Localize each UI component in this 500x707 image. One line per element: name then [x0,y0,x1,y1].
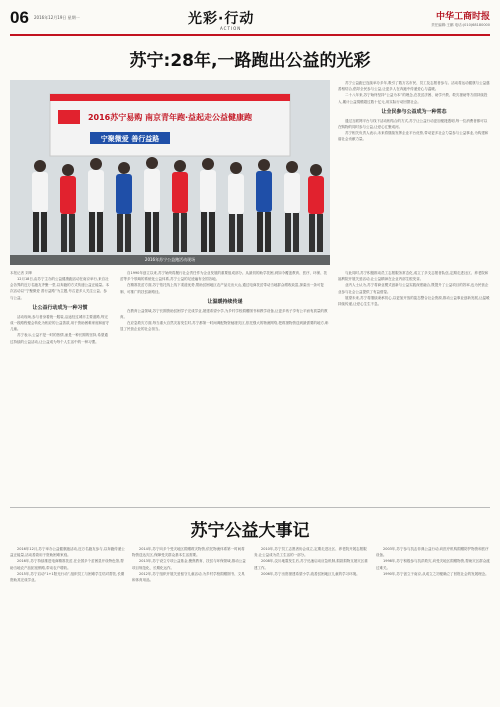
section-title: 光彩·行动 [188,11,255,27]
paragraph: 苏宁表示,公益不是一时的热情,而是一种长期的坚持,希望通过持续的公益活动,让公益成为每个人生活中的一种习惯。 [10,333,108,344]
page-number: 06 [10,8,29,27]
timeline-entry: 2015年,苏宁启动“1+1阳光行动”,组织员工与困难学生结对帮扶,长期资助其完成学业。 [10,571,125,583]
timeline-entry: 2010年,苏宁员工志愿者协会成立,定期走进社区、养老院开展志愿服务,让公益成为员工生活的一部分。 [254,547,367,558]
event-photo [10,80,330,265]
timeline-entry: 2014年,苏宁向多个受灾地区捐赠救灾物资,依托物流体系第一时间将物资送达灾区,保障受灾群众基本生活需要。 [132,547,245,558]
timeline-entry: 2003年,苏宁参与抗击非典公益行动,向医疗机构捐赠防护物资和医疗设备。 [376,547,489,558]
subheading: 让温暖持续传递 [207,298,243,305]
paragraph: 苏宁相关负责人表示,未来将继续发挥企业平台优势,带动更多社会力量参与公益事业,为构建和谐社会贡献力量。 [338,131,489,142]
paragraph: 二十八年来,苏宁始终坚持“公益为本”的理念,在扶贫济困、助学兴教、救灾援助等方面持续投入,累计公益捐赠超过数十亿元,用实际行动回馈社会。 [338,93,488,104]
timeline-entry: 2006年,苏宁出资援建希望小学,改善贫困地区儿童的学习环境。 [261,571,360,576]
banner-line-1: 2016苏宁易购 南京青年跑·益起走公益健康跑 [87,113,253,122]
paragraph: 展望未来,苏宁将继续秉承初心,以更加开放的姿态整合社会资源,推动公益事业创新发展,让温暖持续传递,让爱心生生不息。 [338,295,490,307]
paragraph: 通过互联网平台与线下活动相结合的方式,苏宁让公益行动更加便捷透明,每一位消费者都可以在购物的同时参与公益,让爱心汇聚成河。 [338,118,488,130]
article-column-1 [10,270,110,502]
paragraph: 苏宁公益跑已连续举办多年,吸引了数万名市民、员工及志愿者参与。活动将运动健康与公益慈善相结合,倡导全民参与公益,让更多人在奔跑中传递爱心与温暖。 [338,81,490,92]
timeline-entry: 2016年12月,苏宁举办公益健康跑活动,近万名跑友参与,以奔跑传递公益正能量,活动善款用于资助困难家庭。 [10,547,125,558]
subheading: 让公益行动成为一种习惯 [32,304,88,311]
page-header [10,8,490,36]
article-column-2 [120,270,330,502]
timeline-column-1 [10,546,125,698]
timeline-entry: 2016年,苏宁持续推进电商精准扶贫,在全国多个贫困县开设特色馆,帮助当地农产品拓宽销路,带动农户增收。 [10,559,124,570]
paragraph: 12月18日,由苏宁主办的公益健康跑活动在南京举行,来自社会各界的近万名跑友齐聚一堂,以奔跑的方式传递公益正能量。本次活动以“宁聚微爱 善行益路”为主题,号召更多人关注公益、参与公益。 [10,277,110,300]
editor-info: 责任编辑:王鹏 电话:(010)68180000 [431,23,490,27]
newspaper-name: 中华工商时报 [435,12,490,22]
article-headline: 苏宁:28年,一路跑出公益的光彩 [129,51,371,71]
timeline-column-3 [254,546,369,698]
paragraph: 与此同时,苏宁积极推动员工志愿服务常态化,成立了多支志愿者队伍,定期走进社区、养老院和福利院开展关爱活动,让公益精神在企业内部生根发芽。 [338,271,489,282]
timeline-entry: 2008年,汶川地震发生后,苏宁迅速启动应急机制,捐款捐物支援灾区重建工作。 [254,559,368,570]
paragraph: 在应急救灾方面,每当重大自然灾害发生时,苏宁都第一时间调配物资驰援灾区,依托强大的物流网络,把救援物资送到最需要的地方,彰显了民营企业的社会担当。 [120,321,329,332]
photo-illustration [10,80,330,265]
paragraph: 在精准扶贫方面,苏宁依托线上线下渠道优势,帮助贫困地区农产品走出大山,通过电商扶贫带动当地群众增收致富,探索出一条可复制、可推广的扶贫新路径。 [120,283,324,294]
paragraph: 业内人士认为,苏宁将商业模式创新与公益实践深度融合,既提升了公益项目的效率,也为民营企业参与社会公益提供了有益借鉴。 [338,283,489,294]
article2-headline: 苏宁公益大事记 [190,521,310,541]
section-subtitle: ACTION [220,26,242,31]
timeline-entry: 1998年,苏宁积极参与抗洪救灾,向受灾地区捐赠物资,帮助灾区群众渡过难关。 [376,559,490,570]
paragraph: 在教育公益领域,苏宁长期资助贫困学子完成学业,援建希望小学,为乡村学校捐赠图书和教学设备,让更多孩子享有公平而有质量的教育。 [120,308,328,320]
banner-line-2: 宁聚微爱 善行益路 [100,135,160,143]
paragraph: 活动现场,参与者身着统一服装,沿途经过城市主要道路,每完成一段路程便会转化为相应的公益善款,用于资助困难家庭和留守儿童。 [10,314,110,332]
paragraph: 自1990年创立以来,苏宁始终将履行社会责任作为企业发展的重要组成部分。从最初的助学扶困,到如今覆盖教育、医疗、环保、扶贫等多个领域的系统化公益体系,苏宁公益的足迹遍布全国各地。 [120,271,328,282]
section-divider [10,507,490,508]
timeline-column-2 [132,546,247,698]
timeline-column-4 [376,546,490,698]
timeline-entry: 2012年,苏宁组织开展关爱留守儿童活动,为乡村学校捐赠图书、文具和体育用品。 [132,571,245,583]
timeline-entry: 1990年,苏宁创立于南京,从成立之初便确立了回报社会的发展理念。 [383,571,489,576]
timeline-entry: 2013年,苏宁设立专项公益基金,聚焦教育、扶贫与环保领域,推动公益项目规范化、长期化运作。 [132,559,246,570]
article-column-right-bottom [338,270,490,502]
byline: 本报记者 刘坤 [10,271,33,275]
issue-date: 2016年12月19日 星期一 [34,15,80,20]
article-column-right-top [338,80,490,260]
subheading: 让全民参与公益成为一种常态 [381,108,447,115]
photo-caption: 2016年苏宁公益跑活动现场 [10,255,330,265]
